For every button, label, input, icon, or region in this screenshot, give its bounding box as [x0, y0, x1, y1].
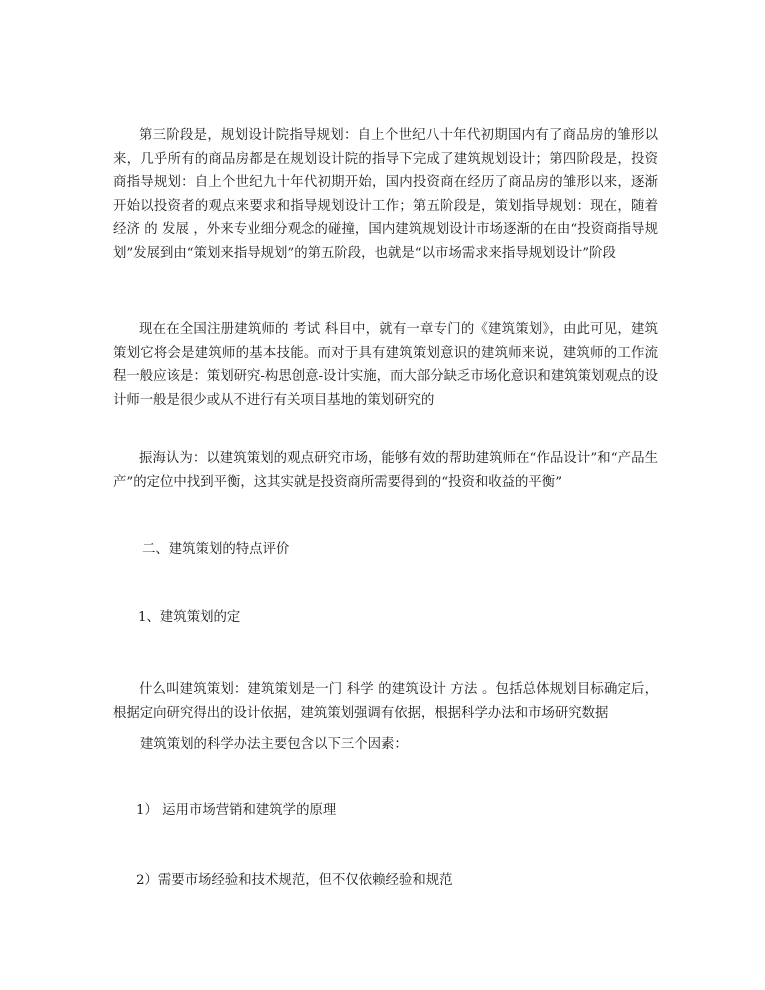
section-heading: 二、建筑策划的特点评价 — [142, 542, 290, 557]
list-item: 2）需要市场经验和技术规范，但不仅依赖经验和规范 — [136, 873, 453, 888]
paragraph-stage-history: 第三阶段是，规划设计院指导规划：自上个世纪八十年代初期国内有了商品房的雏形以来，几乎所有的商品房都是在规划设计院的指导下完成了建筑规划设计；第四阶段是，投资商指导规划：自上个世纪九十年代初期开始，国内投资商在经历了商品房的雏形以来，逐渐开始以投资者的观点来要求和指导规划设计工作；第五阶段是，策划指导规划：现在，随着 经济 的 发展 ，外来专业细分观念的碰撞，国内建筑规划设计市场逐渐的在由“投资商指导规划”发展到由“策划来指导规划”的第五阶段，也就是“以市场需求来指导规划设计”阶段 — [113, 128, 658, 261]
paragraph-definition: 什么叫建筑策划：建筑策划是一门 科学 的建筑设计 方法 。包括总体规划目标确定后，根据定向研究得出的设计依据，建筑策划强调有依据，根据科学办法和市场研究数据 — [113, 682, 658, 721]
paragraph-factors-intro: 建筑策划的科学办法主要包含以下三个因素： — [140, 737, 408, 752]
list-item: 1） 运用市场营销和建筑学的原理 — [136, 803, 337, 818]
paragraph-zhenhai-opinion: 振海认为：以建筑策划的观点研究市场，能够有效的帮助建筑师在“作品设计”和“产品生产”的定位中找到平衡，这其实就是投资商所需要得到的“投资和收益的平衡” — [113, 451, 658, 490]
paragraph-exam-subject: 现在在全国注册建筑师的 考试 科目中，就有一章专门的《建筑策划》，由此可见，建筑策划它将会是建筑师的基本技能。而对于具有建筑策划意识的建筑师来说，建筑师的工作流程一般应该是：策划研究-构思创意-设计实施，而大部分缺乏市场化意识和建筑策划观点的设计师一般是很少或从不进行有关项目基地的策划研究的 — [113, 322, 658, 408]
subsection-heading: 1、建筑策划的定 — [138, 610, 241, 625]
